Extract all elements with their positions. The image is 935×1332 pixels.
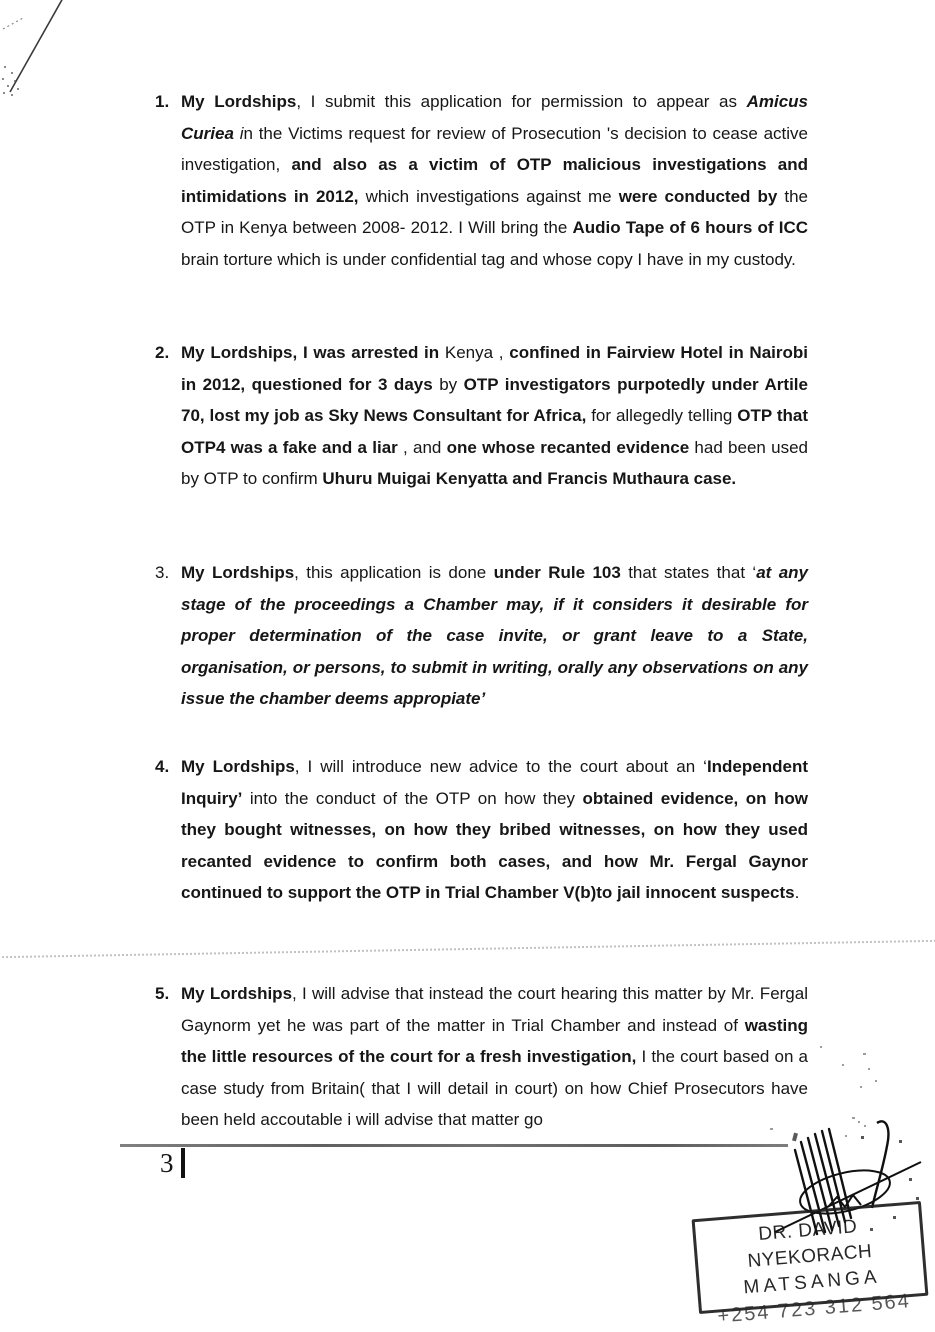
paragraph-number	[155, 751, 169, 783]
text-segment: 3.	[155, 563, 170, 582]
text-segment: .	[794, 883, 800, 903]
paragraph-3	[155, 557, 808, 715]
text-segment: Uhuru Muigai Kenyatta and Francis Muthaura case.	[322, 469, 737, 489]
text-segment: into the conduct of the OTP on how they	[242, 788, 583, 808]
footer-rule	[120, 1144, 788, 1147]
paragraph-text	[181, 557, 808, 715]
footer	[160, 1148, 185, 1180]
text-segment: one whose recanted evidence	[446, 437, 690, 457]
text-segment: Independent Inquiry’	[181, 757, 808, 808]
scan-artifact-dotted-line	[0, 940, 935, 959]
text-segment: under Rule 103	[493, 563, 621, 582]
text-segment: My Lordships	[181, 757, 295, 776]
paragraph-number	[155, 978, 169, 1010]
text-segment: i	[239, 123, 244, 143]
text-segment: , I will advise that instead the court hearing this matter by Mr. Fergal Gaynorm yet he was part of the matter in Trial Chamber and instead of	[181, 984, 808, 1035]
text-segment: confined in Fairview Hotel in Nairobi in 2012, questioned for 3 days	[181, 343, 808, 394]
text-segment: 5.	[155, 984, 170, 1003]
text-segment: were conducted by	[618, 186, 778, 206]
paragraph-1	[155, 86, 808, 276]
name-stamp	[692, 1201, 929, 1328]
paragraph-number	[155, 86, 169, 118]
text-segment: brain torture which is under confidential tag and whose copy I have in my custody.	[181, 249, 796, 269]
text-segment: My Lordships, I was arrested in	[181, 343, 440, 362]
paragraph-text	[181, 978, 808, 1136]
text-segment: , this application is done	[294, 563, 494, 582]
text-segment: obtained evidence, on how they bought witnesses, on how they bribed witnesses, on how they used recanted evidence to confirm both cases, and how Mr. Fergal Gaynor continued to support the OTP in Trial Chamber V(b)to jail innocent suspects	[181, 788, 809, 903]
text-segment: and also as a victim of OTP malicious investigations and intimidations in 2012,	[181, 155, 808, 206]
text-segment: at any stage of the proceedings a Chamber may, if it considers it desirable for proper determination of the case invite, or grant leave to a State, organisation, or persons, to submit in writing, orally any observations on any issue the chamber deems appropiate’	[181, 563, 808, 709]
corner-fold-mark-icon	[0, 0, 110, 110]
paragraph-2	[155, 337, 808, 495]
text-segment: , I will introduce new advice to the court about an ‘	[294, 757, 707, 776]
text-segment: for allegedly telling	[586, 406, 738, 426]
paragraph-text	[181, 86, 808, 276]
text-segment: My Lordships	[181, 563, 295, 582]
paragraph-number	[155, 337, 169, 369]
text-segment: by	[432, 374, 464, 394]
stamp-phone-line: +254 723 312 564	[716, 1290, 912, 1328]
stamp-surname-line: MATSANGA	[742, 1266, 882, 1299]
text-segment: 1.	[155, 92, 170, 111]
stamp-name-line: DR. DAVID NYEKORACH	[746, 1216, 873, 1272]
paragraph-5	[155, 978, 808, 1136]
text-segment: which investigations against me	[358, 186, 619, 206]
text-segment: OTP that OTP4 was a fake and a liar	[181, 406, 808, 457]
text-segment: 2.	[155, 343, 170, 362]
text-segment: Kenya ,	[439, 343, 510, 362]
text-segment: 4.	[155, 757, 170, 776]
text-segment: My Lordships	[181, 984, 293, 1003]
text-segment: Audio Tape of 6 hours of ICC	[572, 218, 808, 238]
text-segment: wasting the little resources of the court for a fresh investigation,	[181, 1015, 808, 1067]
text-segment: OTP investigators purpotedly under Artile 70, lost my job as Sky News Consultant for Africa,	[181, 374, 808, 426]
text-segment: , I submit this application for permission to appear as	[296, 92, 747, 111]
text-segment: the OTP in Kenya between 2008- 2012. I Will bring the	[181, 186, 809, 238]
text-segment: n the Victims request for review of Prosecution 's decision to cease active investigation,	[181, 123, 808, 175]
text-segment: Amicus Curiea	[181, 92, 808, 143]
paragraph-text	[181, 337, 808, 495]
text-segment: had been used by OTP to confirm	[181, 437, 808, 489]
paragraph-text	[181, 751, 808, 909]
page-number-bar	[181, 1148, 185, 1178]
text-segment: My Lordships	[181, 92, 297, 111]
text-segment: that states that ‘	[620, 563, 757, 582]
paragraph-number	[155, 557, 169, 589]
page-number: 3	[160, 1148, 174, 1178]
paragraph-4	[155, 751, 808, 909]
text-segment: , and	[397, 437, 447, 457]
text-segment: I the court based on a case study from Britain( that I will detail in court) on how Chief Prosecutors have been held accoutable i will advise that matter go	[181, 1047, 809, 1130]
